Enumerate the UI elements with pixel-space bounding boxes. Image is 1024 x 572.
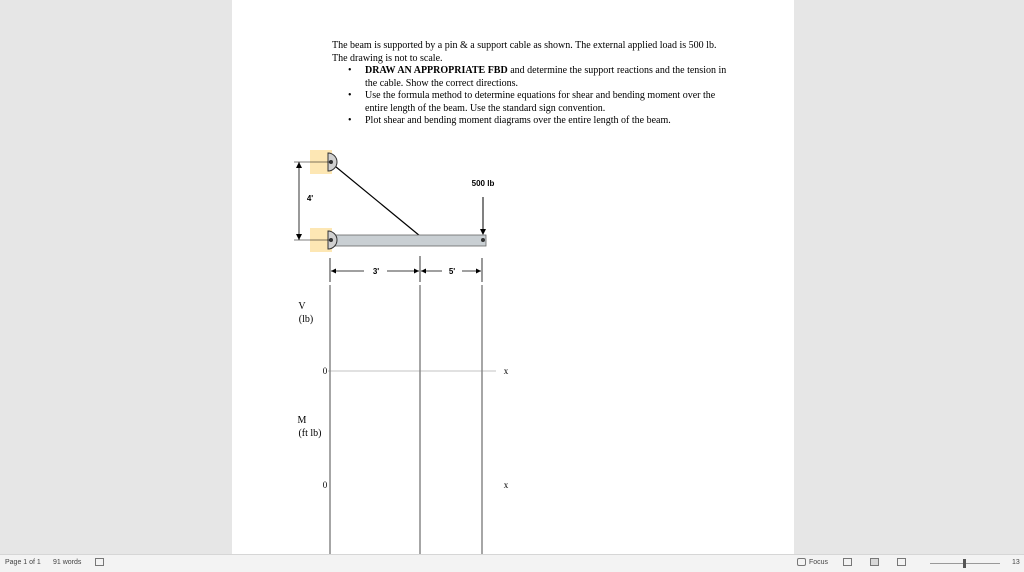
dimension-arrow-icon [331, 269, 336, 274]
print-layout-icon[interactable] [870, 558, 879, 566]
shear-zero-label: 0 [322, 366, 328, 376]
focus-icon[interactable] [797, 558, 806, 566]
page-count[interactable]: Page 1 of 1 [5, 559, 41, 566]
shear-x-label: x [503, 366, 509, 376]
moment-x-label: x [503, 480, 509, 490]
word-count[interactable]: 91 words [53, 559, 82, 566]
dimension-arrow-icon [296, 162, 302, 168]
instruction-text: Plot shear and bending moment diagrams over the entire length of the beam. [365, 115, 671, 126]
dimension-arrow-icon [476, 269, 481, 274]
moment-zero-label: 0 [322, 480, 328, 490]
span-left-label: 3' [372, 267, 380, 276]
beam [332, 235, 486, 246]
dimension-arrow-icon [296, 234, 302, 240]
document-page [232, 0, 794, 554]
span-right-label: 5' [448, 267, 456, 276]
proofing-icon[interactable] [95, 558, 104, 566]
load-label: 500 lb [471, 179, 495, 188]
focus-button[interactable]: Focus [809, 559, 829, 566]
instruction-text: Use the formula method to determine equations for shear and bending moment over the entire length of the beam. Use the standard sign convention. [365, 90, 716, 114]
beam-diagram [232, 0, 794, 554]
intro-text: The beam is supported by a pin & a support cable as shown. The external applied load is 500 lb. The drawing is not to scale. [332, 40, 717, 64]
bullet-icon: • [348, 65, 352, 76]
shear-axis-unit: (lb) [298, 314, 314, 325]
moment-axis-label: M [297, 415, 307, 426]
load-arrowhead-icon [480, 229, 486, 235]
web-layout-icon[interactable] [897, 558, 906, 566]
bullet-icon: • [348, 90, 352, 101]
bullet-icon: • [348, 115, 352, 126]
instruction-text: and determine the support reactions and the tension in the cable. Show the correct directions. [365, 65, 727, 89]
shear-axis-label: V [298, 301, 306, 312]
support-cable [330, 162, 420, 236]
zoom-level[interactable]: 13 [1012, 559, 1020, 566]
instruction-bold: DRAW AN APPROPRIATE FBD [365, 65, 508, 76]
beam-end-point [481, 238, 485, 242]
zoom-slider-thumb[interactable] [963, 559, 966, 568]
dimension-arrow-icon [414, 269, 419, 274]
moment-axis-unit: (ft lb) [298, 428, 322, 439]
dimension-arrow-icon [421, 269, 426, 274]
status-bar [0, 554, 1024, 572]
height-label: 4' [306, 194, 314, 203]
read-mode-icon[interactable] [843, 558, 852, 566]
